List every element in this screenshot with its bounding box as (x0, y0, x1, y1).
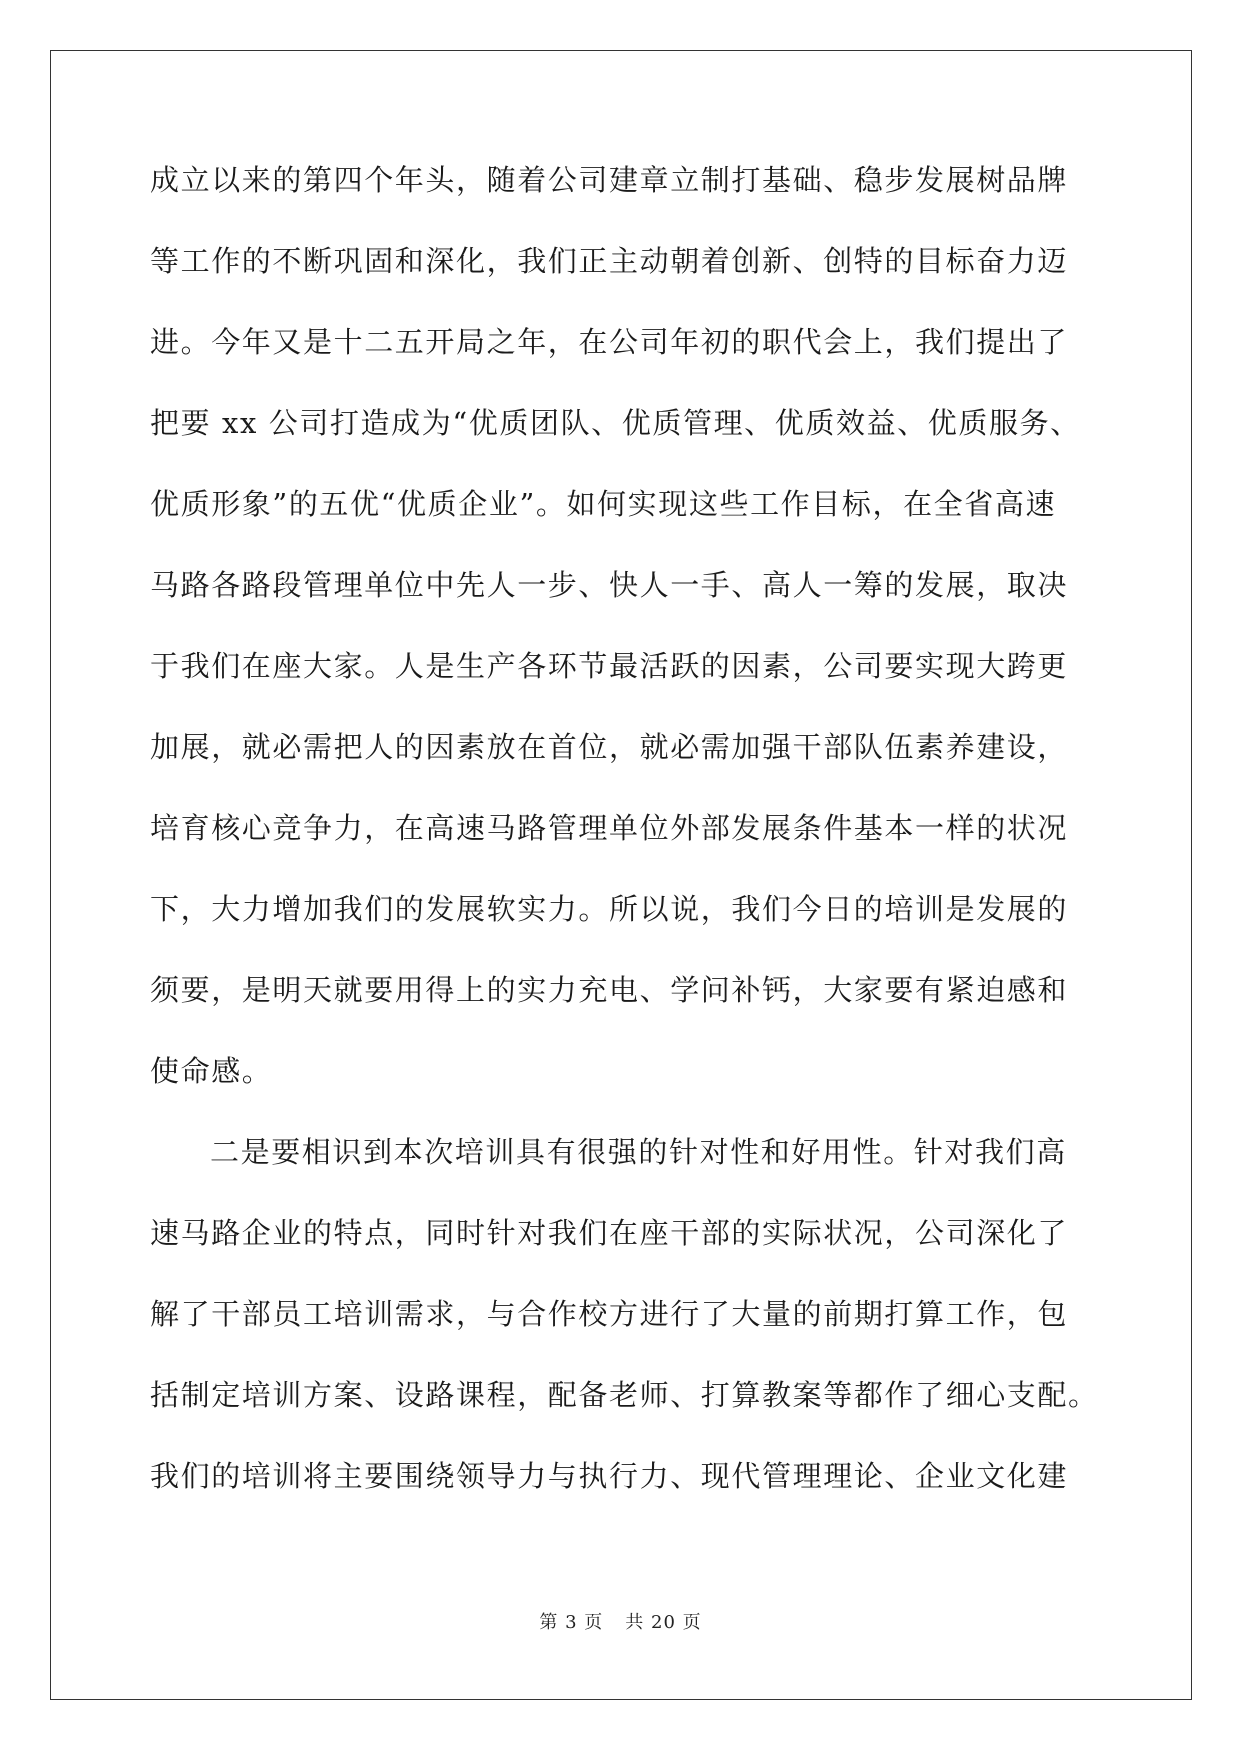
text-line: 加展，就必需把人的因素放在首位，就必需加强干部队伍素养建设， (150, 730, 1069, 764)
text-line: 培育核心竞争力，在高速马路管理单位外部发展条件基本一样的状况 (150, 811, 1069, 845)
page-total: 共 20 页 (625, 1612, 702, 1633)
text-line: 使命感。 (150, 1054, 273, 1088)
text-line: 我们的培训将主要围绕领导力与执行力、现代管理理论、企业文化建 (150, 1459, 1069, 1493)
text-line: 马路各路段管理单位中先人一步、快人一手、高人一筹的发展，取决 (150, 568, 1069, 602)
page-footer (0, 1608, 1241, 1634)
text-line: 须要，是明天就要用得上的实力充电、学问补钙，大家要有紧迫感和 (150, 973, 1069, 1007)
text-line: 进。今年又是十二五开局之年，在公司年初的职代会上，我们提出了 (150, 325, 1069, 359)
text-line: 把要 xx 公司打造成为“优质团队、优质管理、优质效益、优质服务、 (150, 406, 1081, 440)
document-body (150, 160, 1099, 1537)
text-line: 等工作的不断巩固和深化，我们正主动朝着创新、创特的目标奋力迈 (150, 244, 1069, 278)
text-line: 括制定培训方案、设路课程，配备老师、打算教案等都作了细心支配。 (150, 1378, 1099, 1412)
text-line: 解了干部员工培训需求，与合作校方进行了大量的前期打算工作，包 (150, 1297, 1069, 1331)
text-line: 于我们在座大家。人是生产各环节最活跃的因素，公司要实现大跨更 (150, 649, 1069, 683)
text-line: 优质形象”的五优“优质企业”。如何实现这些工作目标，在全省高速 (150, 487, 1057, 521)
text-line: 速马路企业的特点，同时针对我们在座干部的实际状况，公司深化了 (150, 1216, 1069, 1250)
page-number: 第 3 页 (539, 1612, 604, 1633)
paragraph-start-line: 二是要相识到本次培训具有很强的针对性和好用性。针对我们高 (210, 1135, 1067, 1169)
text-line: 下，大力增加我们的发展软实力。所以说，我们今日的培训是发展的 (150, 892, 1069, 926)
text-line: 成立以来的第四个年头，随着公司建章立制打基础、稳步发展树品牌 (150, 163, 1069, 197)
